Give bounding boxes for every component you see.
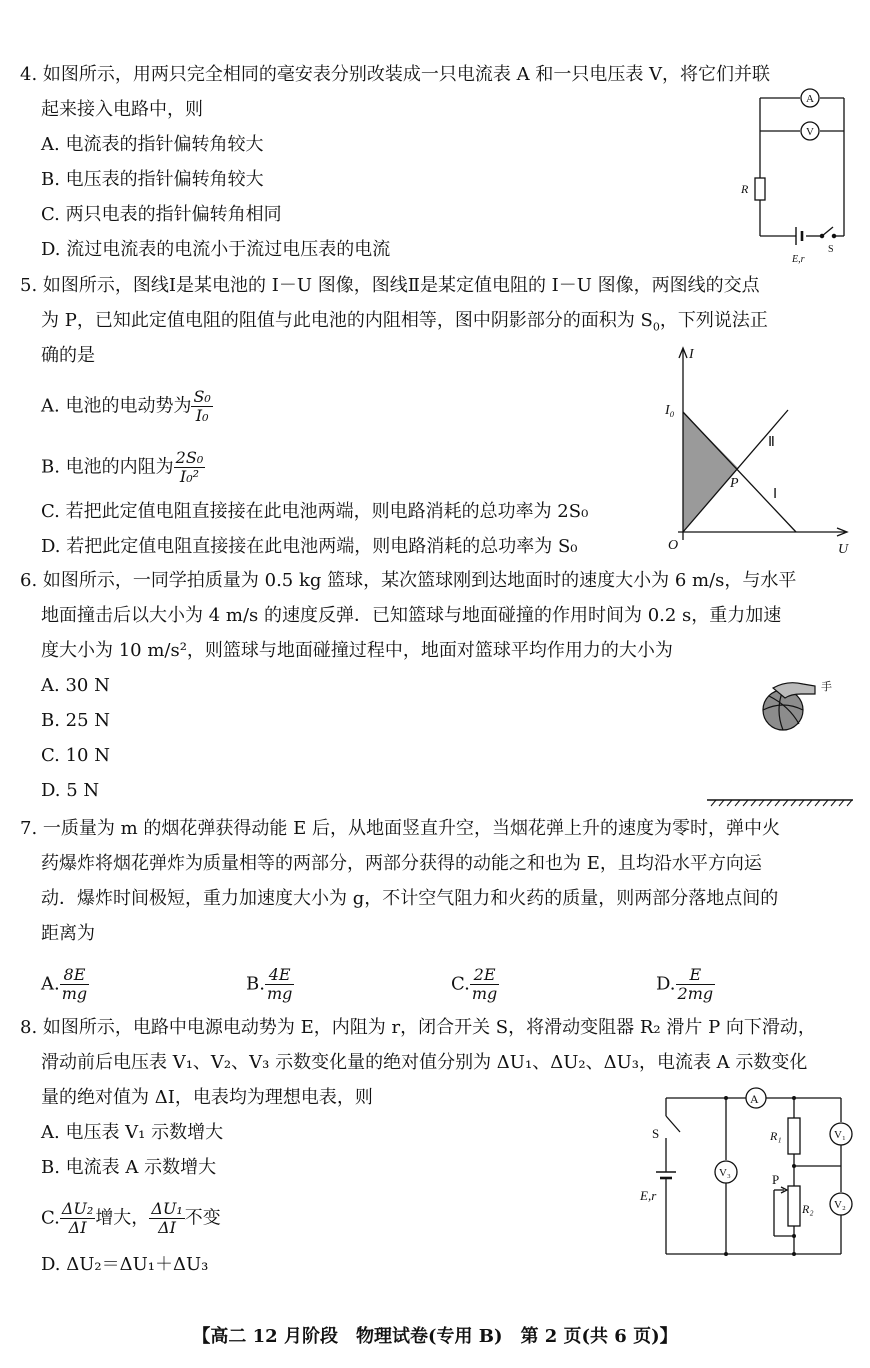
q5-option-a-fraction (191, 388, 212, 425)
q5-stem2-tail: ，下列说法正 (659, 310, 768, 331)
q5-b-denominator: I₀² (179, 467, 200, 486)
q5-line1-label: Ⅰ (773, 487, 778, 502)
q7-stem-line1: 7. 一质量为 m 的烟花弹获得动能 E 后，从地面竖直升空，当烟花弹上升的速度为零时，弹中火 (20, 818, 780, 839)
q5-x-axis-label: U (838, 542, 849, 557)
q4-option-c: C. 两只电表的指针偏转角相同 (41, 204, 282, 225)
q4-resistor-label: R (741, 182, 749, 196)
q8-stem-line2: 滑动前后电压表 V₁、V₂、V₃ 示数变化量的绝对值分别为 ΔU₁、ΔU₂、ΔU₃，电流表 A 示数变化 (41, 1052, 808, 1073)
q8-c-middle: 增大， (95, 1207, 150, 1229)
q7-stem-line4: 距离为 (41, 923, 95, 944)
q5-stem-line3: 确的是 (41, 345, 95, 366)
q6-option-d: D. 5 N (41, 780, 100, 801)
q4-voltmeter-label: V (806, 126, 814, 138)
q4-option-a: A. 电流表的指针偏转角较大 (41, 134, 264, 155)
q8-source-label: E,r (640, 1188, 657, 1203)
q8-circuit-figure (636, 1086, 856, 1258)
q6-stem-line1: 6. 如图所示，一同学拍质量为 0.5 kg 篮球，某次篮球刚到达地面时的速度大小为 6 m/s，与水平 (20, 570, 797, 591)
q8-c-prefix: C. (41, 1207, 60, 1229)
q8-c-tail: 不变 (184, 1207, 221, 1229)
q4-ammeter-label: A (806, 93, 814, 105)
q8-stem-line3: 量的绝对值为 ΔI，电表均为理想电表，则 (41, 1087, 373, 1108)
q7-a-numerator: 8E (60, 966, 89, 985)
page-footer: 【高二 12 月阶段 物理试卷(专用 B) 第 2 页(共 6 页)】 (192, 1326, 678, 1347)
q4-option-b: B. 电压表的指针偏转角较大 (41, 169, 264, 190)
q8-v3-label: V₃ (719, 1167, 731, 1179)
q7-a-denominator: mg (61, 984, 88, 1003)
q8-c-denominator1: ΔI (68, 1218, 87, 1237)
q7-option-b (246, 966, 294, 1003)
q8-c-denominator2: ΔI (158, 1218, 176, 1237)
q7-b-fraction (265, 966, 294, 1003)
q6-hand-label: 手 (821, 680, 832, 693)
q6-stem-line3: 度大小为 10 m/s²，则篮球与地面碰撞过程中，地面对篮球平均作用力的大小为 (41, 640, 673, 661)
q5-option-d: D. 若把此定值电阻直接接在此电池两端，则电路消耗的总功率为 S₀ (41, 536, 578, 557)
q4-stem-line1: 4. 如图所示，用两只完全相同的毫安表分别改装成一只电流表 A 和一只电压表 V，将它们并联 (20, 64, 771, 85)
q5-a-numerator: S₀ (193, 387, 211, 406)
q5-iu-graph (660, 340, 855, 558)
q6-option-a: A. 30 N (41, 675, 110, 696)
q5-i0-label: I₀ (665, 403, 675, 418)
q7-stem-line3: 动．爆炸时间极短，重力加速度大小为 g，不计空气阻力和火药的质量，则两部分落地点间的 (41, 888, 779, 909)
q7-b-numerator: 4E (265, 966, 294, 985)
q5-origin-label: O (668, 538, 679, 553)
q5-line2-label: Ⅱ (768, 435, 775, 450)
q5-p-label: P (730, 476, 739, 491)
q7-option-d (656, 966, 715, 1003)
q5-option-b-fraction (174, 449, 206, 486)
q6-basketball-figure (705, 670, 855, 810)
q7-c-prefix: C. (451, 973, 470, 995)
q4-option-d: D. 流过电流表的电流小于流过电压表的电流 (41, 239, 391, 260)
q7-d-prefix: D. (656, 973, 676, 995)
q7-a-fraction (60, 966, 89, 1003)
q7-option-a (41, 966, 89, 1003)
q8-option-a: A. 电压表 V₁ 示数增大 (41, 1122, 224, 1143)
q5-a-denominator: I₀ (195, 406, 209, 425)
q7-stem-line2: 药爆炸将烟花弹炸为质量相等的两部分，两部分获得的动能之和也为 E，且均沿水平方向运 (41, 853, 762, 874)
q6-option-b: B. 25 N (41, 710, 111, 731)
q5-option-b-text: B. 电池的内阻为 (41, 456, 174, 478)
q5-stem-line2 (41, 308, 768, 341)
q7-d-fraction (676, 966, 716, 1003)
q5-b-numerator: 2S₀ (175, 448, 204, 467)
q8-v2-label: V₂ (834, 1199, 846, 1211)
q7-c-denominator: mg (471, 984, 498, 1003)
q7-a-prefix: A. (41, 973, 60, 995)
q8-option-b: B. 电流表 A 示数增大 (41, 1157, 217, 1178)
q6-stem-line2: 地面撞击后以大小为 4 m/s 的速度反弹．已知篮球与地面碰撞的作用时间为 0.2 s，重力加速 (41, 605, 782, 626)
q7-b-denominator: mg (266, 984, 293, 1003)
q7-c-fraction (470, 966, 499, 1003)
q8-stem-line1: 8. 如图所示，电路中电源电动势为 E，内阻为 r，闭合开关 S，将滑动变阻器 R₂ 滑片 P 向下滑动， (20, 1017, 816, 1038)
q5-stem-line1: 5. 如图所示，图线Ⅰ是某电池的 I－U 图像，图线Ⅱ是某定值电阻的 I－U 图像，两图线的交点 (20, 275, 760, 296)
q4-switch-label: S (828, 244, 834, 255)
q8-v1-label: V₁ (834, 1129, 846, 1141)
q7-option-c (451, 966, 499, 1003)
q7-c-numerator: 2E (470, 966, 499, 985)
q8-option-d: D. ΔU₂＝ΔU₁＋ΔU₃ (41, 1254, 209, 1275)
q4-circuit-figure (736, 86, 851, 268)
q7-d-numerator: E (676, 966, 716, 985)
q6-option-c: C. 10 N (41, 745, 110, 766)
q4-stem-line2: 起来接入电路中，则 (41, 99, 203, 120)
q7-b-prefix: B. (246, 973, 265, 995)
q8-switch-label: S (652, 1126, 660, 1141)
q8-c-fraction2 (149, 1200, 184, 1237)
q8-r2-label: R₂ (802, 1202, 814, 1216)
q7-d-denominator: 2mg (677, 984, 714, 1003)
q5-y-axis-label: I (689, 347, 694, 362)
q8-ammeter-label: A (750, 1092, 759, 1106)
q8-r1-label: R₁ (770, 1129, 782, 1143)
q8-slider-label: P (772, 1172, 780, 1187)
q5-stem2-sub: 0 (652, 320, 660, 334)
q8-c-numerator2: ΔU₁ (151, 1199, 183, 1218)
q5-option-c: C. 若把此定值电阻直接接在此电池两端，则电路消耗的总功率为 2S₀ (41, 501, 589, 522)
q5-option-b (41, 449, 205, 486)
q5-option-a (41, 388, 213, 425)
q8-c-fraction1 (60, 1200, 95, 1237)
q5-stem2-text: 为 P，已知此定值电阻的阻值与此电池的内阻相等，图中阴影部分的面积为 S (41, 310, 653, 331)
q4-source-label: E,r (792, 254, 805, 265)
q8-c-numerator1: ΔU₂ (61, 1199, 94, 1218)
q5-option-a-text: A. 电池的电动势为 (41, 395, 192, 417)
q8-option-c (41, 1200, 221, 1237)
